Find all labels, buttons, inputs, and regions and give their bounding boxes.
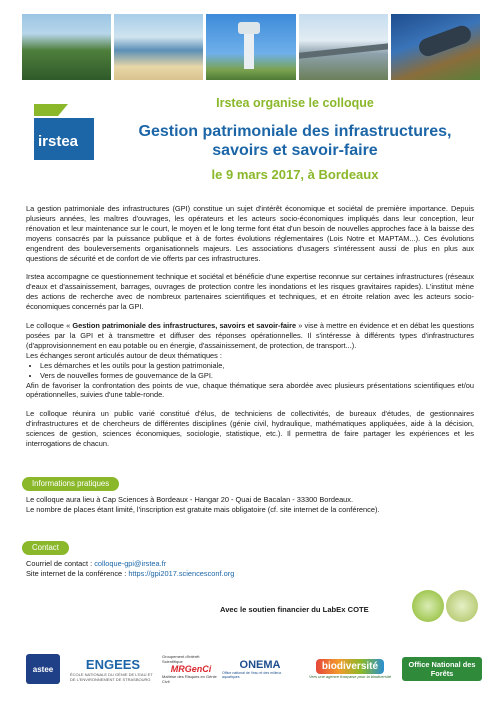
themes-list	[26, 361, 474, 381]
photo-pipeline	[391, 14, 480, 80]
theme-item: • Vers de nouvelles formes de gouvernance de la GPI.	[40, 371, 474, 381]
onf-logo: Office National des Forêts	[402, 648, 482, 690]
paragraph-context: La gestion patrimoniale des infrastructures (GPI) constitue un sujet d'intérêt économique et sociétal de première importance. Depuis plusieurs années, les maîtres d'ouvrages, les opérateurs et les acteurs socio-économiques impliqués dans leur conception, leur rénovation et leur maintenance sur le court, le moyen et le long terme font état d'un besoin de nouvelles approches face à la baisse des moyens consacrés par la puissance publique et à de fortes évolutions réglementaires (Lois Notre et MAPTAM...). Ces évolutions engendrent des bouleversements organisationnels majeurs. Les associations d'usagers s'intéressent aussi de plus en plus aux questions de sécurité et de confort de vie offerts par ces infrastructures.	[26, 204, 474, 263]
practical-location: Le colloque aura lieu à Cap Sciences à Bordeaux - Hangar 20 - Quai de Bacalan - 33300 Bordeaux.	[26, 495, 354, 504]
contact-site-line	[22, 569, 478, 579]
onema-logo: ONEMA Office national de l'eau et des milieux aquatiques	[222, 659, 282, 679]
labex-cote-logo	[412, 590, 444, 622]
event-date: le 9 mars 2017, à Bordeaux	[211, 167, 379, 182]
irstea-logo	[28, 100, 100, 164]
colloque-suffix: » vise à mettre en évidence et en débat les questions posées par la GPI et à transmettre et diffuser des réponses opérationnelles. Il s'intéresse à différents types d'infrastructures (d'approvisionnement en eau potable ou en énergie, d'assainissement, de protection, de transport...).	[26, 321, 475, 350]
photo-water-tower	[206, 14, 295, 80]
event-title-line2: savoirs et savoir-faire	[212, 142, 378, 159]
organizer-line: Irstea organise le colloque	[216, 96, 374, 110]
photo-coastal-hills	[22, 14, 111, 80]
contact-email-link[interactable]: colloque-gpi@irstea.fr	[94, 559, 167, 568]
practical-heading: Informations pratiques	[22, 477, 119, 491]
astee-logo: astee	[24, 648, 62, 690]
irstea-logo-text: irstea	[38, 133, 79, 150]
themes-intro: Les échanges seront articulés autour de deux thématiques :	[26, 350, 222, 360]
event-title-line1: Gestion patrimoniale des infrastructures,	[138, 123, 452, 140]
biodiversite-logo: biodiversité Vers une agence française pour la biodiversité	[308, 661, 392, 679]
colloque-title-bold: Gestion patrimoniale des infrastructures, savoirs et savoir-faire	[72, 321, 297, 331]
mrgenci-logo: Groupement d'intérêt Scientifique MRGenCi Maîtrise des Risques en Génie Civil	[162, 654, 217, 684]
header-photo-strip	[22, 14, 480, 80]
university-seal-logo	[446, 590, 478, 622]
description-body	[26, 204, 474, 458]
themes-end: Afin de favoriser la confrontation des points de vue, chaque thématique sera abordée avec plusieurs présentations scientifiques et/ou opérationnelles, suivies d'une table-ronde.	[26, 380, 474, 400]
practical-section	[22, 477, 478, 515]
funding-note: Avec le soutien financier du LabEx COTE	[220, 605, 369, 614]
contact-section	[22, 541, 478, 579]
contact-site-link[interactable]: https://gpi2017.sciencesconf.org	[128, 569, 235, 578]
colloque-prefix: Le colloque «	[26, 321, 73, 331]
partner-logos	[24, 648, 482, 690]
theme-item: • Les démarches et les outils pour la gestion patrimoniale,	[40, 361, 474, 371]
contact-email-label: Courriel de contact :	[26, 559, 95, 568]
contact-site-label: Site internet de la conférence :	[26, 569, 129, 578]
event-title	[110, 122, 480, 160]
paragraph-irstea: Irstea accompagne ce questionnement technique et sociétal et bénéficie d'une expertise reconnue sur certaines infrastructures (réseaux d'eaux et d'assainissement, barrages, ouvrages de protection contre les inondations et les risques gravitaires rapides). L'institut mène des actions de recherche avec de nombreux partenaires scientifiques et techniques, et en étroite relation avec les acteurs socio-économiques concernés par la GPI.	[26, 272, 474, 312]
engees-logo: ENGEES ÉCOLE NATIONALE DU GÉNIE DE L'EAU ET DE L'ENVIRONNEMENT DE STRASBOURG	[70, 656, 153, 682]
paragraph-colloque	[26, 321, 474, 400]
photo-beach-bay	[114, 14, 203, 80]
contact-heading: Contact	[22, 541, 69, 555]
photo-bridge	[299, 14, 388, 80]
paragraph-audience: Le colloque réunira un public varié constitué d'élus, de techniciens de collectivités, de bureaux d'études, de gestionnaires d'infrastructures et de chercheurs de différentes disciplines (génie civil, hydraulique, mathématiques appliquées, aide à la décision, sciences de gestion, sciences économiques, sociologie, statistique, etc.). Il permettra de faire partager les expériences et les interrogations de chacun.	[26, 409, 474, 449]
practical-registration: Le nombre de places étant limité, l'inscription est gratuite mais obligatoire (cf. site internet de la conférence).	[26, 505, 380, 514]
contact-email-line	[22, 559, 478, 569]
